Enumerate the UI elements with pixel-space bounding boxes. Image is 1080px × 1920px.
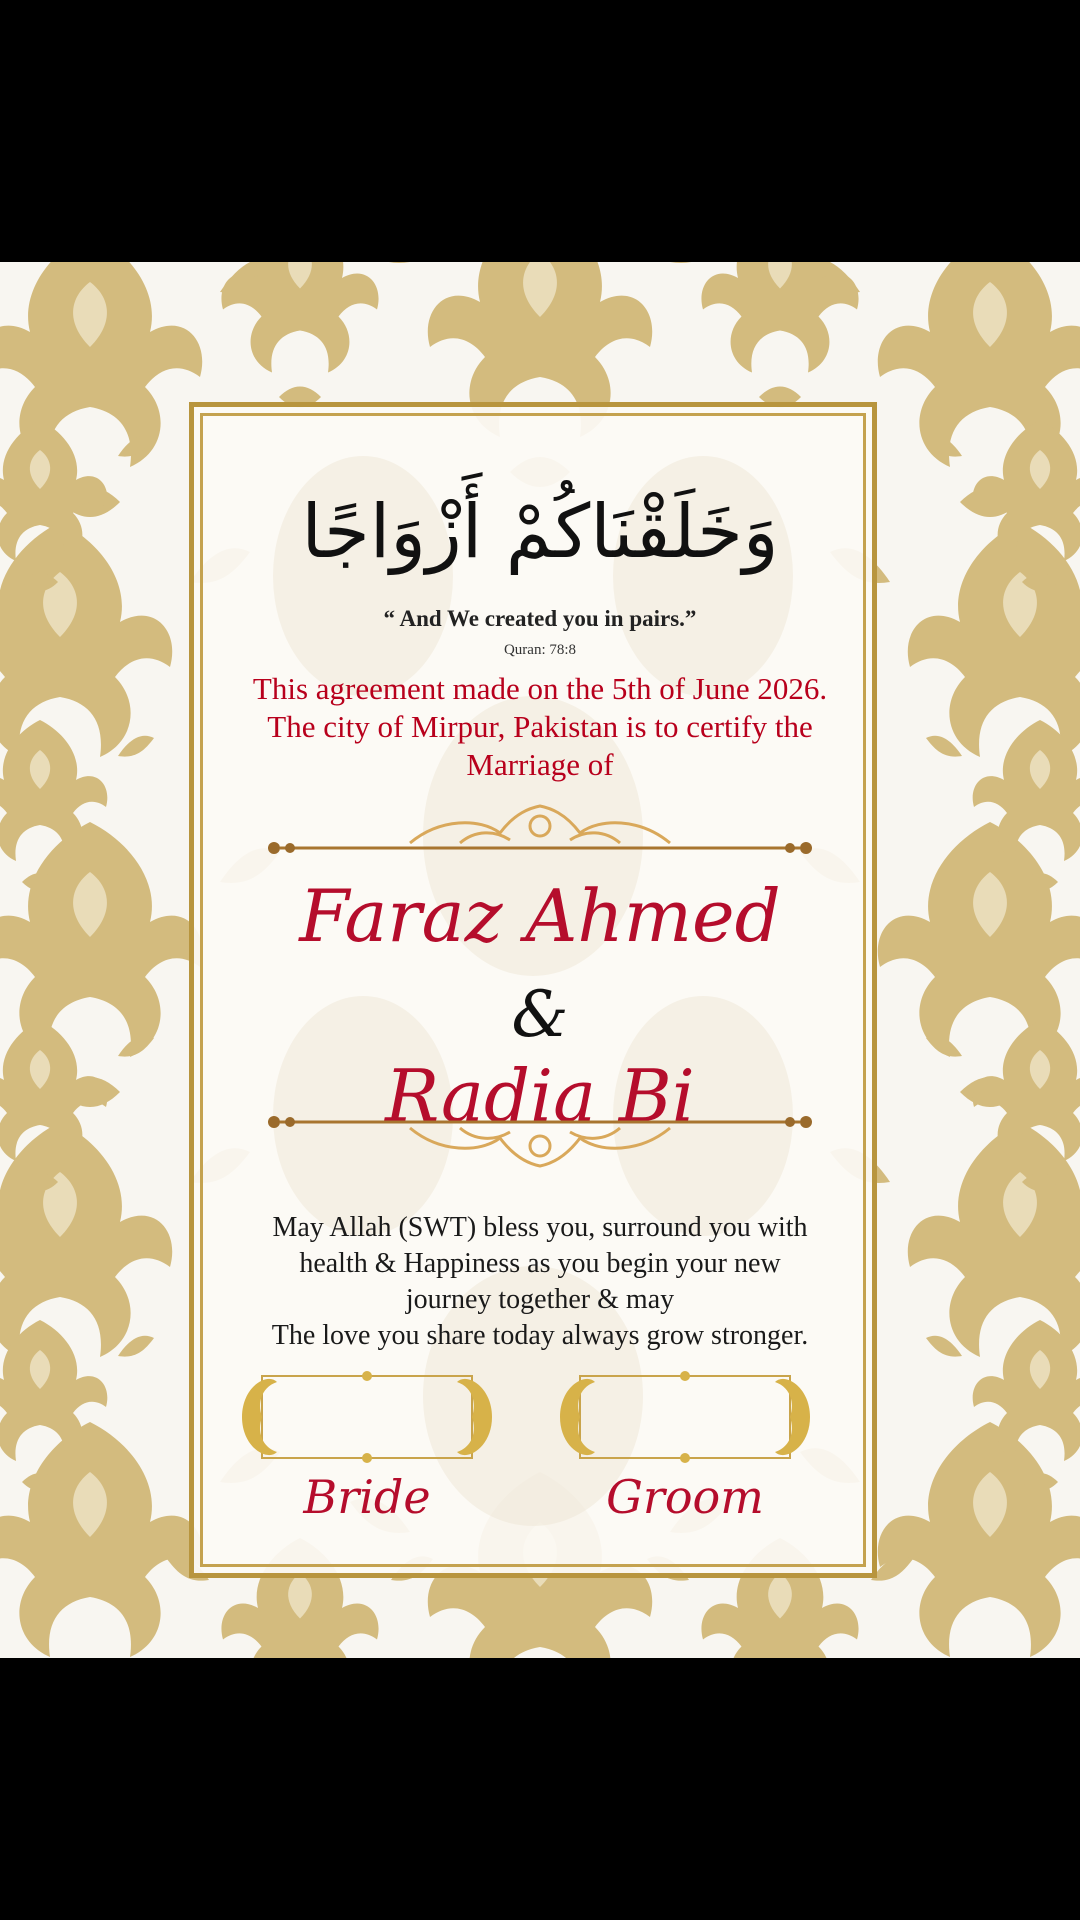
declaration-line-1: This agreement made on the 5th of June 2026. xyxy=(252,671,828,706)
blessing-line-1: May Allah (SWT) bless you, surround you with xyxy=(272,1212,808,1243)
declaration-line-3: Marriage of xyxy=(466,747,614,782)
bride-signature-box xyxy=(232,1362,502,1472)
ornament-divider-top xyxy=(260,798,820,868)
couple-name-second: Radia Bi xyxy=(385,1054,695,1138)
groom-signature-box xyxy=(550,1362,820,1472)
blessing-line-3: journey together & may xyxy=(405,1284,675,1315)
blessing-line-2: health & Happiness as you begin your new xyxy=(299,1248,781,1279)
declaration-line-2: The city of Mirpur, Pakistan is to certify the xyxy=(267,709,813,744)
bride-signature-label: Bride xyxy=(303,1470,431,1524)
verse-reference: Quran: 78:8 xyxy=(503,642,577,658)
arabic-calligraphy: وَخَلَقْنَاكُمْ أَزْوَاجًا xyxy=(301,489,779,575)
ampersand: & xyxy=(511,978,569,1052)
certificate-card xyxy=(0,262,1080,1658)
blessing-line-4: The love you share today always grow stronger. xyxy=(271,1320,809,1351)
ornament-divider-bottom xyxy=(260,1108,820,1178)
verse-translation: “ And We created you in pairs.” xyxy=(383,606,697,631)
groom-signature-label: Groom xyxy=(606,1470,764,1524)
couple-name-first: Faraz Ahmed xyxy=(299,874,781,958)
